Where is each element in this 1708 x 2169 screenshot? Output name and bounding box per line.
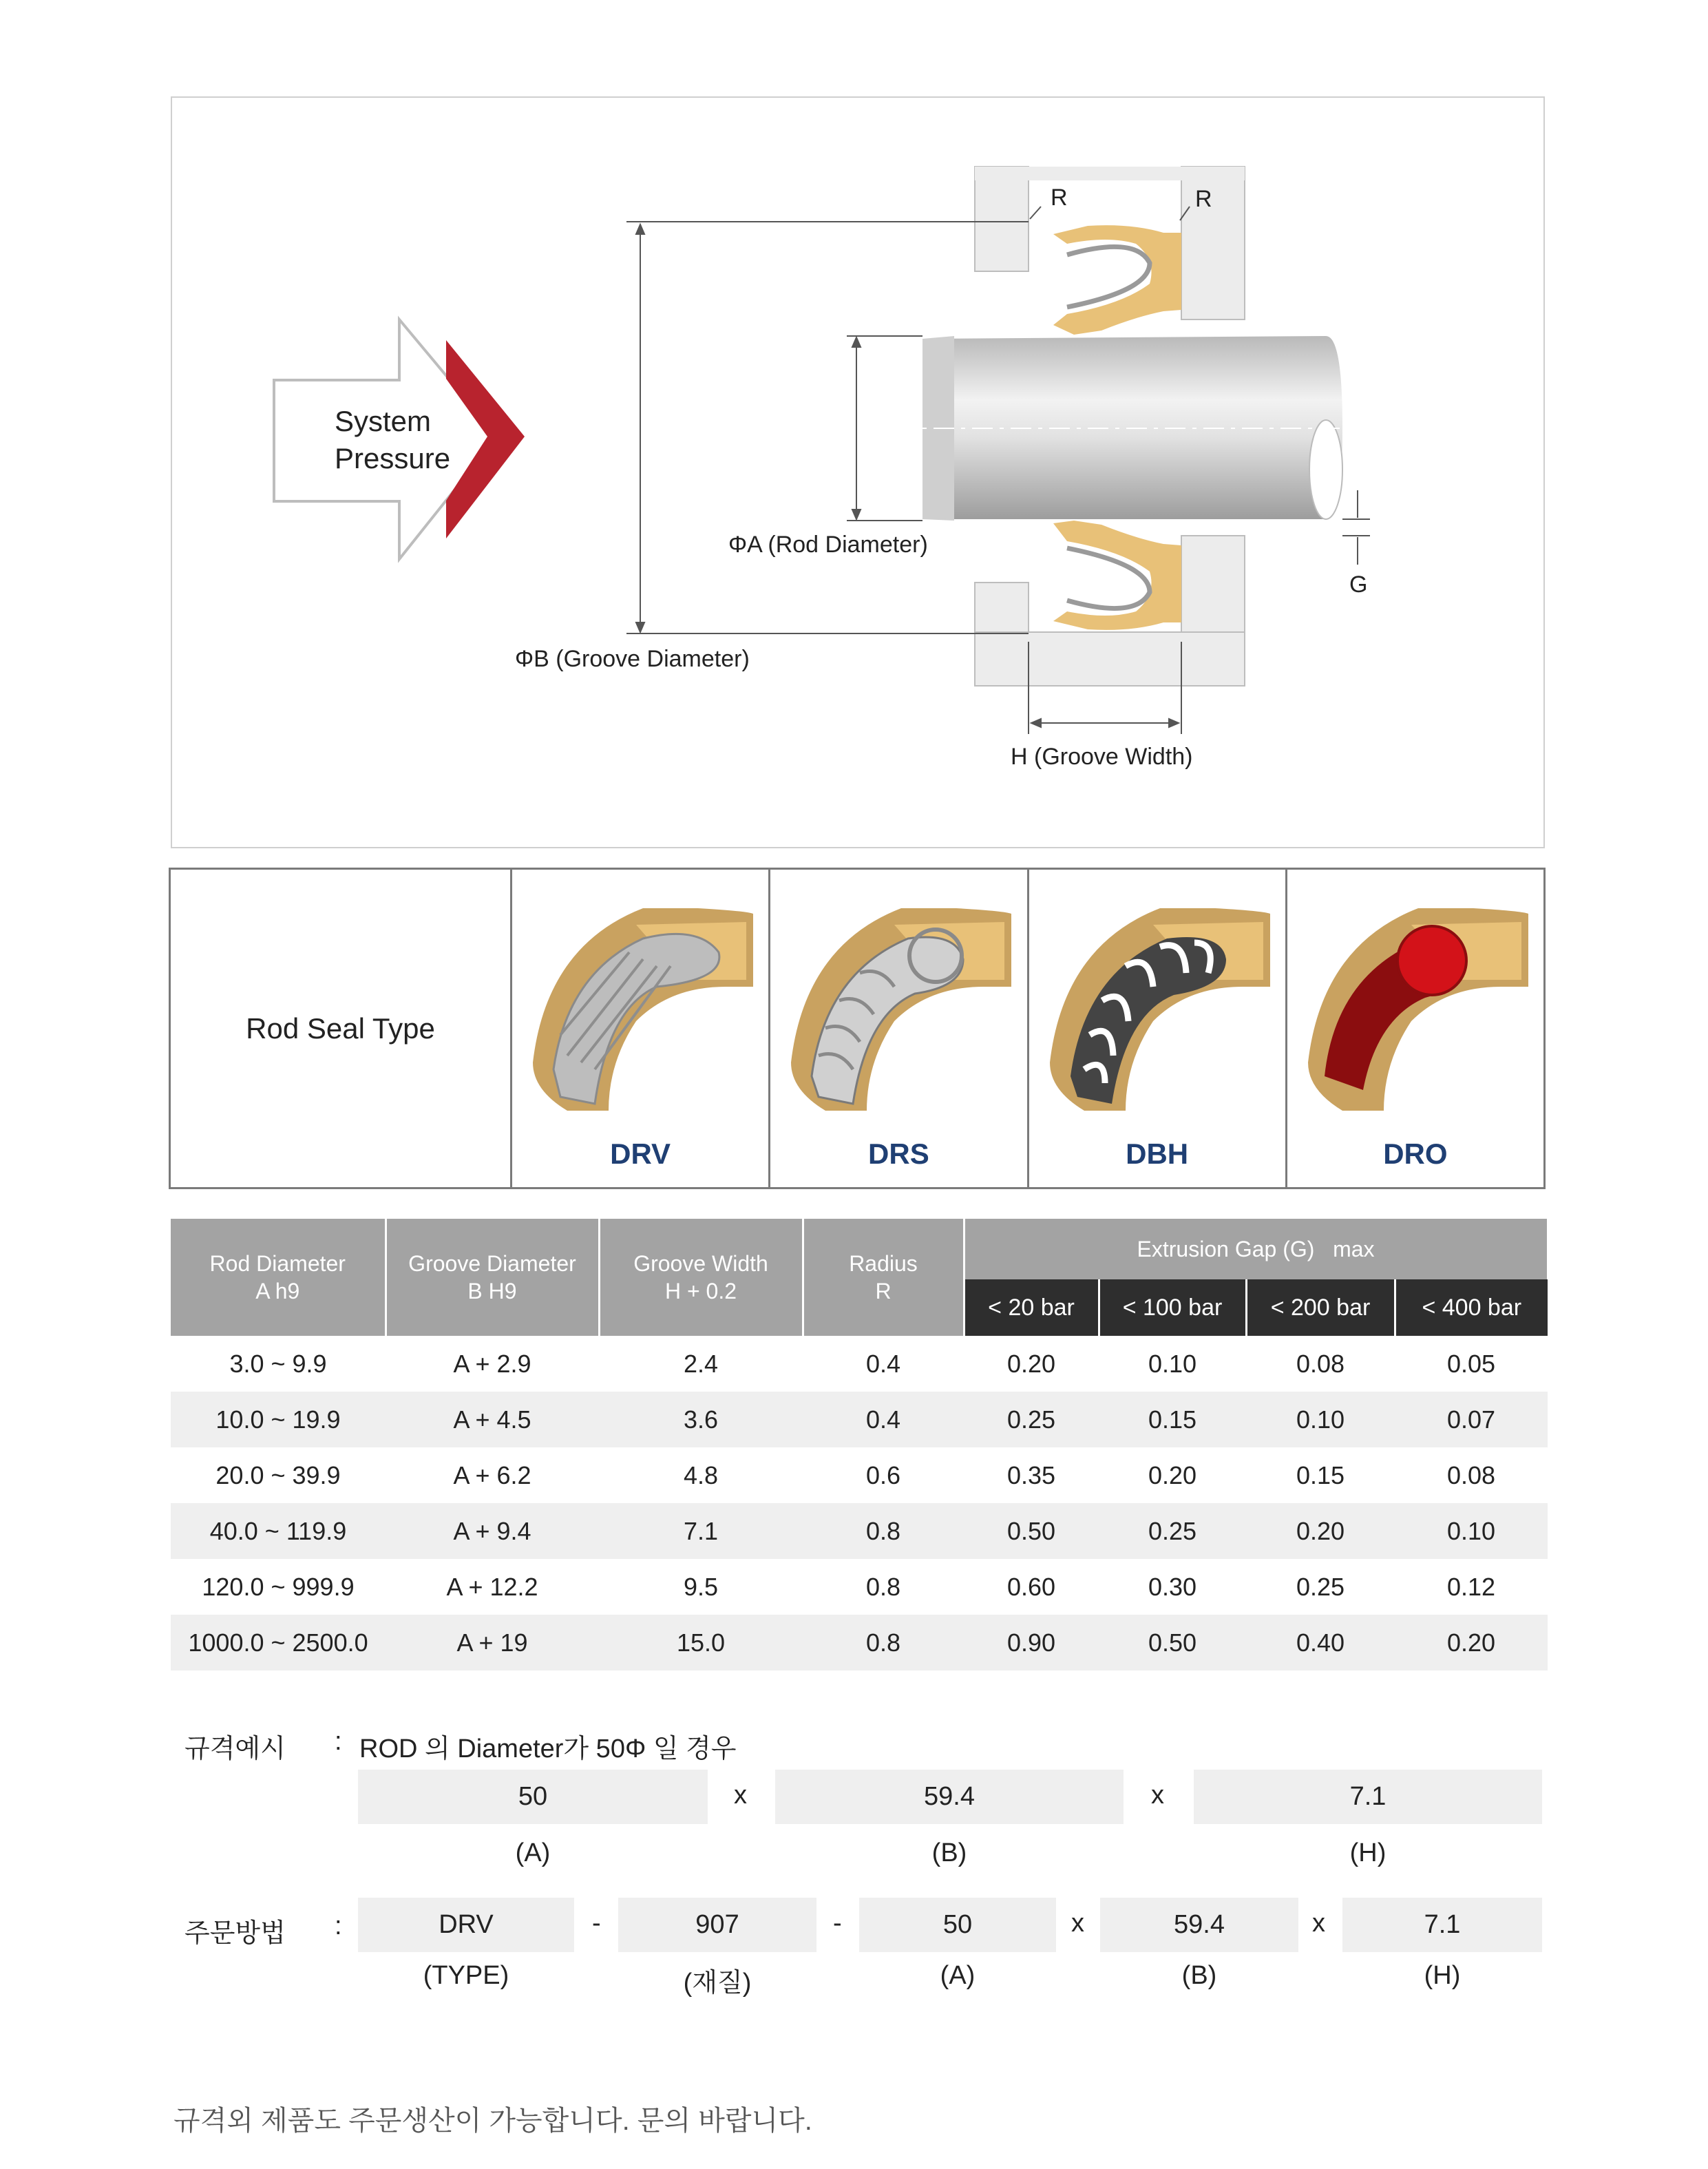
cell-gap-200bar: 0.20 (1246, 1503, 1395, 1559)
order-value-h: 7.1 (1342, 1898, 1542, 1952)
radius-label-1: R (1051, 185, 1068, 211)
seal-top (1053, 225, 1181, 335)
cell-gap-100bar: 0.30 (1148, 1572, 1197, 1601)
header-groove-diameter-line2: B H9 (467, 1279, 517, 1303)
cell-radius: 0.8 (803, 1503, 964, 1559)
header-rod-diameter-line2: A h9 (255, 1279, 300, 1303)
v-spring-icon (519, 883, 764, 1118)
cell-rod-diameter: 40.0 ~ 119.9 (171, 1503, 386, 1559)
order-value-b: 59.4 (1100, 1898, 1298, 1952)
order-value-a: 50 (859, 1898, 1056, 1952)
cell-gap-20bar: 0.20 (1006, 1349, 1056, 1378)
cell-radius: 0.4 (803, 1392, 964, 1447)
order-value-type: DRV (358, 1898, 574, 1952)
footnote: 규격외 제품도 주문생산이 가능합니다. 문의 바랍니다. (173, 2106, 812, 2136)
cell-groove-width: 7.1 (599, 1503, 803, 1559)
header-groove-diameter-line1: Groove Diameter (408, 1251, 576, 1276)
cell-gap-200bar: 0.15 (1296, 1460, 1345, 1489)
rod-seal-type-header: Rod Seal Type (246, 1012, 435, 1045)
header-pressure-400: < 400 bar (1395, 1279, 1548, 1336)
coil-spring-icon (777, 883, 1022, 1118)
cell-gap-100bar: 0.20 (1148, 1460, 1197, 1489)
order-operator-3: x (1071, 1909, 1084, 1938)
cell-radius: 0.8 (803, 1615, 964, 1670)
cell-groove-width: 2.4 (683, 1349, 719, 1378)
seal-code-drs: DRS (868, 1138, 929, 1170)
cell-gap-200bar: 0.40 (1246, 1615, 1395, 1670)
header-extrusion-gap: Extrusion Gap (G) max (964, 1219, 1548, 1279)
header-rod-diameter-line1: Rod Diameter (209, 1251, 346, 1276)
radius-label-2: R (1195, 186, 1212, 212)
cell-rod-diameter: 10.0 ~ 19.9 (171, 1392, 386, 1447)
example-value-a: 50 (358, 1770, 708, 1824)
gap-label: G (1349, 572, 1368, 598)
table-row (171, 1336, 1548, 1392)
example-operator-1: x (734, 1781, 747, 1810)
table-row (171, 1615, 1548, 1670)
spec-table (171, 1219, 1549, 1670)
cell-groove-width: 4.8 (683, 1460, 719, 1489)
table-row (171, 1559, 1548, 1615)
cell-groove-diameter: A + 9.4 (386, 1503, 599, 1559)
header-groove-width-line2: H + 0.2 (664, 1279, 737, 1303)
rod (895, 336, 1370, 521)
cell-gap-20bar: 0.25 (964, 1392, 1099, 1447)
cell-gap-20bar: 0.60 (1006, 1572, 1056, 1601)
example-operator-2: x (1151, 1781, 1164, 1810)
cell-rod-diameter: 1000.0 ~ 2500.0 (171, 1615, 386, 1670)
seal-code-drv: DRV (610, 1138, 671, 1170)
cell-gap-100bar: 0.25 (1099, 1503, 1246, 1559)
cell-radius: 0.8 (865, 1572, 901, 1601)
order-value-material: 907 (618, 1898, 816, 1952)
rod-seal-type-table (169, 868, 1546, 1189)
cell-gap-100bar: 0.50 (1099, 1615, 1246, 1670)
seal-type-dro (1285, 870, 1543, 1187)
cell-gap-400bar: 0.12 (1446, 1572, 1496, 1601)
cell-gap-400bar: 0.07 (1395, 1392, 1548, 1447)
seal-type-drs (768, 870, 1026, 1187)
header-radius-line1: Radius (849, 1251, 918, 1276)
order-caption-b: (B) (1181, 1961, 1217, 1990)
cell-gap-20bar: 0.50 (964, 1503, 1099, 1559)
system-pressure-arrow-icon (274, 319, 525, 559)
cell-gap-20bar: 0.90 (964, 1615, 1099, 1670)
cell-gap-200bar: 0.08 (1296, 1349, 1345, 1378)
cell-groove-diameter: A + 4.5 (386, 1392, 599, 1447)
cell-rod-diameter: 20.0 ~ 39.9 (215, 1460, 341, 1489)
example-label: 규격예시 (184, 1735, 286, 1763)
seal-type-dbh (1027, 870, 1285, 1187)
cell-groove-diameter: A + 2.9 (453, 1349, 531, 1378)
seal-type-drv (510, 870, 768, 1187)
seal-installation-diagram (171, 96, 1545, 848)
cell-groove-diameter: A + 12.2 (446, 1572, 538, 1601)
example-description: ROD 의 Diameter가 50Φ 일 경우 (359, 1735, 737, 1763)
cell-groove-width: 9.5 (683, 1572, 719, 1601)
cell-gap-200bar: 0.10 (1246, 1392, 1395, 1447)
header-groove-width (599, 1219, 803, 1336)
cell-gap-100bar: 0.10 (1148, 1349, 1197, 1378)
example-colon: : (335, 1727, 342, 1756)
cell-gap-400bar: 0.10 (1395, 1503, 1548, 1559)
cell-radius: 0.4 (865, 1349, 901, 1378)
groove-diameter-label: ΦB (Groove Diameter) (515, 646, 750, 672)
cell-rod-diameter: 120.0 ~ 999.9 (202, 1572, 355, 1601)
header-radius (803, 1219, 964, 1336)
pressure-label-line2: Pressure (335, 442, 451, 474)
order-label: 주문방법 (184, 1919, 286, 1948)
order-caption-type: (TYPE) (423, 1961, 509, 1990)
seal-code-dro: DRO (1383, 1138, 1448, 1170)
header-rod-diameter (171, 1219, 386, 1336)
cell-rod-diameter: 3.0 ~ 9.9 (229, 1349, 327, 1378)
order-operator-4: x (1312, 1909, 1325, 1938)
header-radius-line2: R (875, 1279, 892, 1303)
example-value-h: 7.1 (1194, 1770, 1542, 1824)
example-caption-b: (B) (931, 1838, 967, 1867)
table-row (171, 1447, 1548, 1503)
order-caption-a: (A) (940, 1961, 976, 1990)
cell-gap-400bar: 0.20 (1395, 1615, 1548, 1670)
header-pressure-100: < 100 bar (1099, 1279, 1246, 1336)
seal-bottom (1053, 521, 1181, 630)
cell-gap-400bar: 0.08 (1446, 1460, 1496, 1489)
header-pressure-20: < 20 bar (964, 1279, 1099, 1336)
cell-groove-width: 15.0 (599, 1615, 803, 1670)
cell-groove-diameter: A + 6.2 (453, 1460, 531, 1489)
cell-radius: 0.6 (865, 1460, 901, 1489)
order-caption-h: (H) (1424, 1961, 1461, 1990)
order-caption-material: (재질) (683, 1969, 752, 1998)
order-operator-2: - (833, 1909, 842, 1938)
order-operator-1: - (592, 1909, 601, 1938)
rod-diameter-label: ΦA (Rod Diameter) (728, 532, 928, 558)
header-groove-width-line1: Groove Width (633, 1251, 768, 1276)
cell-gap-20bar: 0.35 (1006, 1460, 1056, 1489)
o-ring-icon (1294, 883, 1539, 1118)
cell-groove-width: 3.6 (599, 1392, 803, 1447)
seal-code-dbh: DBH (1126, 1138, 1189, 1170)
table-row (171, 1392, 1548, 1447)
example-caption-a: (A) (515, 1838, 551, 1867)
header-pressure-200: < 200 bar (1246, 1279, 1395, 1336)
cell-groove-diameter: A + 19 (386, 1615, 599, 1670)
spec-table-body (171, 1336, 1548, 1670)
cell-gap-200bar: 0.25 (1296, 1572, 1345, 1601)
table-row (171, 1503, 1548, 1559)
pressure-label-line1: System (335, 405, 432, 437)
helical-ribbon-icon (1036, 883, 1281, 1118)
groove-width-label: H (Groove Width) (1011, 744, 1193, 770)
example-value-b: 59.4 (775, 1770, 1124, 1824)
cell-gap-400bar: 0.05 (1446, 1349, 1496, 1378)
header-groove-diameter (386, 1219, 599, 1336)
order-colon: : (335, 1911, 342, 1940)
example-caption-h: (H) (1349, 1838, 1387, 1867)
cell-gap-100bar: 0.15 (1099, 1392, 1246, 1447)
